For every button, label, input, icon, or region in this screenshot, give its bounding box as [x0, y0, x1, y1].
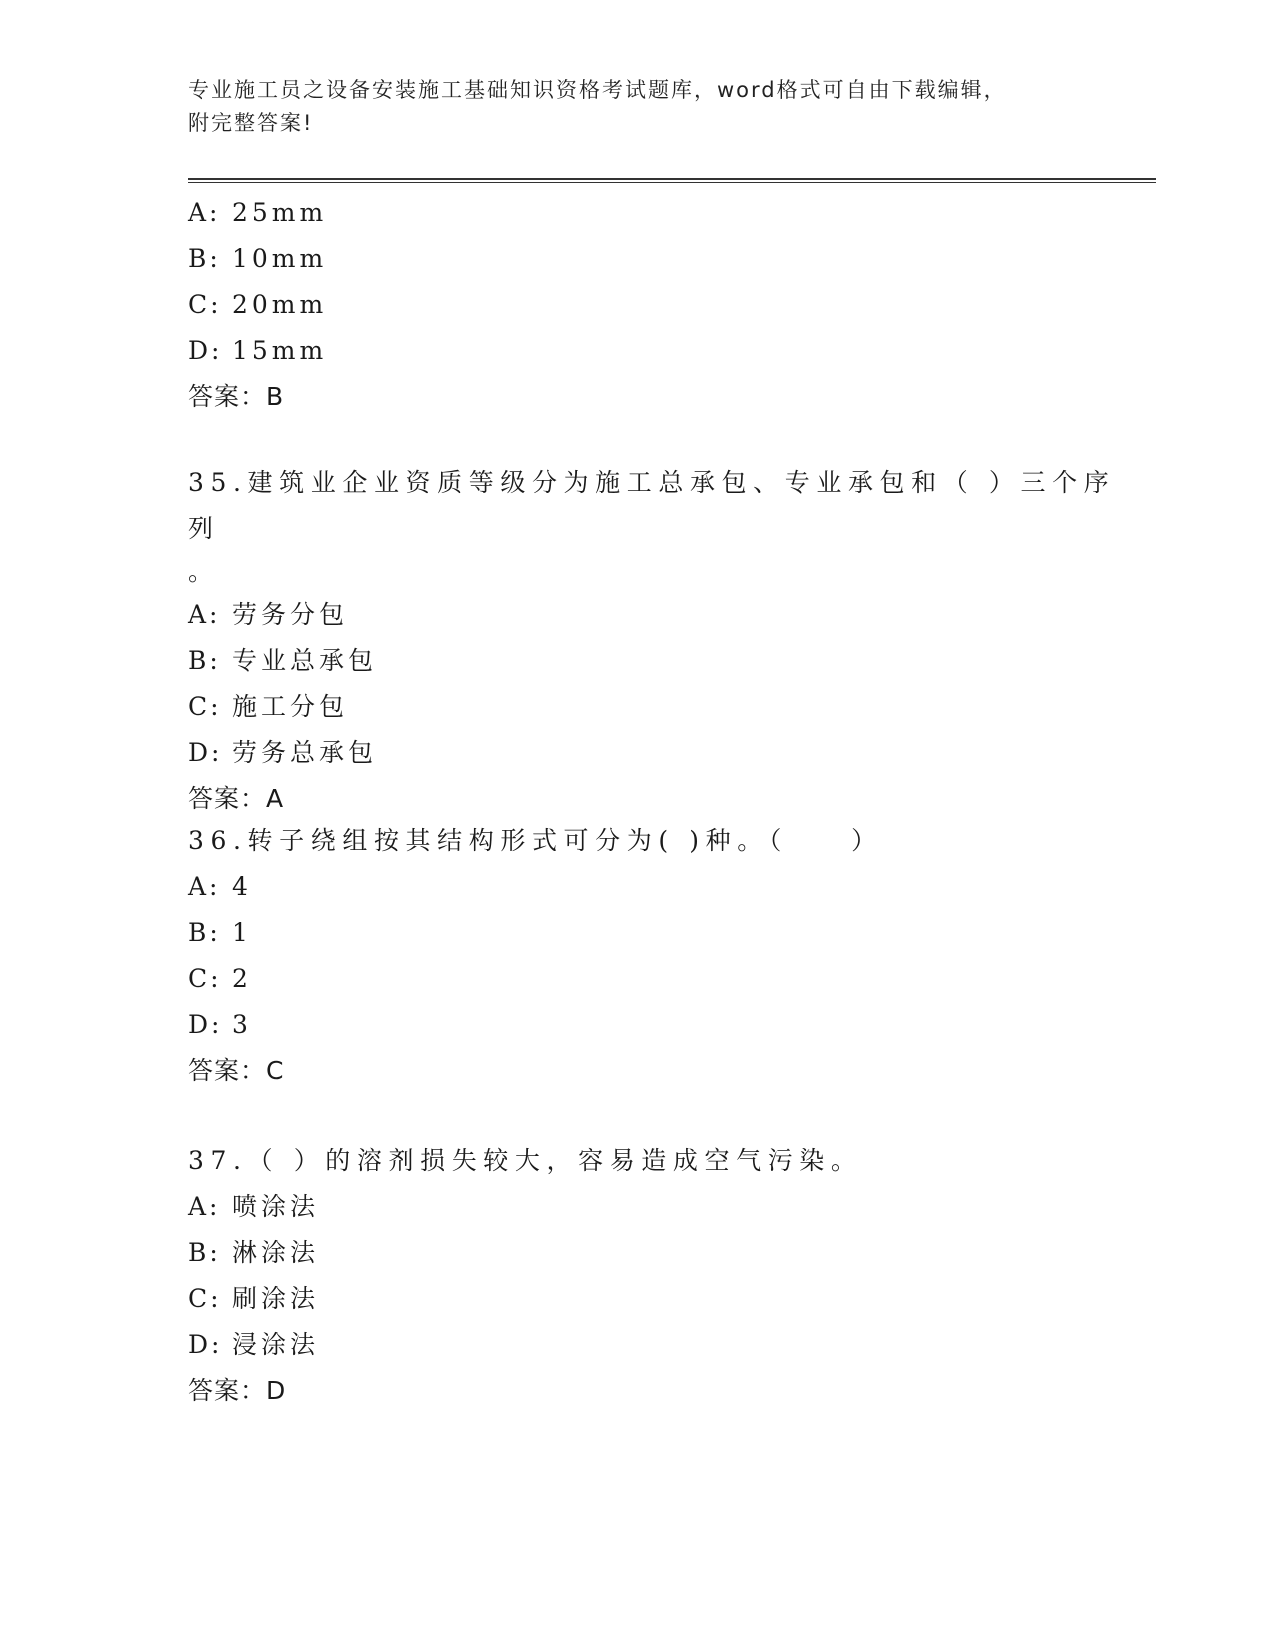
- question-stem: 35.建筑业企业资质等级分为施工总承包、专业承包和（ ）三个序列: [188, 468, 1116, 543]
- option-text: 2: [232, 964, 252, 993]
- question-stem: 37.（ ）的溶剂损失较大，容易造成空气污染。: [188, 1146, 863, 1175]
- option-c: [188, 1276, 1118, 1322]
- option-a: [188, 592, 1118, 638]
- option-b: [188, 638, 1118, 684]
- option-d: [188, 1002, 1118, 1048]
- header-divider: [188, 178, 1156, 183]
- option-c: [188, 282, 1118, 328]
- option-letter: B:: [188, 1238, 221, 1267]
- option-letter: D:: [188, 738, 223, 767]
- header-line-1: 专业施工员之设备安装施工基础知识资格考试题库，word格式可自由下载编辑，: [188, 78, 1007, 102]
- option-letter: C:: [188, 964, 222, 993]
- option-d: [188, 328, 1118, 374]
- answer-line: 答案：D: [188, 1376, 287, 1405]
- option-text: 15mm: [232, 336, 328, 365]
- question-stem: 36.转子绕组按其结构形式可分为( )种。（ ）: [188, 826, 883, 855]
- option-letter: D:: [188, 1330, 223, 1359]
- option-a: [188, 864, 1118, 910]
- option-text: 4: [232, 872, 252, 901]
- option-text: 1: [232, 918, 252, 947]
- option-text: 3: [232, 1010, 252, 1039]
- option-text: 专业总承包: [232, 646, 378, 675]
- option-b: [188, 236, 1118, 282]
- option-text: 劳务分包: [232, 600, 349, 629]
- option-d: [188, 730, 1118, 776]
- option-letter: A:: [188, 872, 221, 901]
- option-letter: C:: [188, 692, 222, 721]
- option-letter: D:: [188, 336, 223, 365]
- option-letter: A:: [188, 1192, 221, 1221]
- header-line-2: 附完整答案!: [188, 111, 314, 135]
- option-b: [188, 1230, 1118, 1276]
- option-text: 喷涂法: [232, 1192, 320, 1221]
- option-c: [188, 684, 1118, 730]
- option-text: 施工分包: [232, 692, 349, 721]
- question-35: [188, 460, 1118, 822]
- option-letter: C:: [188, 290, 222, 319]
- option-letter: B:: [188, 646, 221, 675]
- option-text: 劳务总承包: [232, 738, 378, 767]
- option-text: 25mm: [232, 198, 328, 227]
- answer-line: 答案：B: [188, 382, 285, 411]
- answer-line: 答案：C: [188, 1056, 285, 1085]
- document-header: [188, 74, 1068, 140]
- answer-line: 答案：A: [188, 784, 285, 813]
- option-b: [188, 910, 1118, 956]
- option-text: 20mm: [232, 290, 328, 319]
- option-text: 10mm: [232, 244, 328, 273]
- option-letter: C:: [188, 1284, 222, 1313]
- option-letter: A:: [188, 198, 221, 227]
- option-a: [188, 190, 1118, 236]
- question-37: [188, 1138, 1118, 1414]
- question-34: [188, 190, 1118, 420]
- option-letter: B:: [188, 244, 221, 273]
- question-36: [188, 818, 1118, 1094]
- option-text: 浸涂法: [232, 1330, 320, 1359]
- option-letter: D:: [188, 1010, 223, 1039]
- option-text: 淋涂法: [232, 1238, 320, 1267]
- question-stem-tail: 。: [188, 557, 214, 586]
- option-d: [188, 1322, 1118, 1368]
- option-c: [188, 956, 1118, 1002]
- option-letter: B:: [188, 918, 221, 947]
- option-text: 刷涂法: [232, 1284, 320, 1313]
- option-letter: A:: [188, 600, 221, 629]
- option-a: [188, 1184, 1118, 1230]
